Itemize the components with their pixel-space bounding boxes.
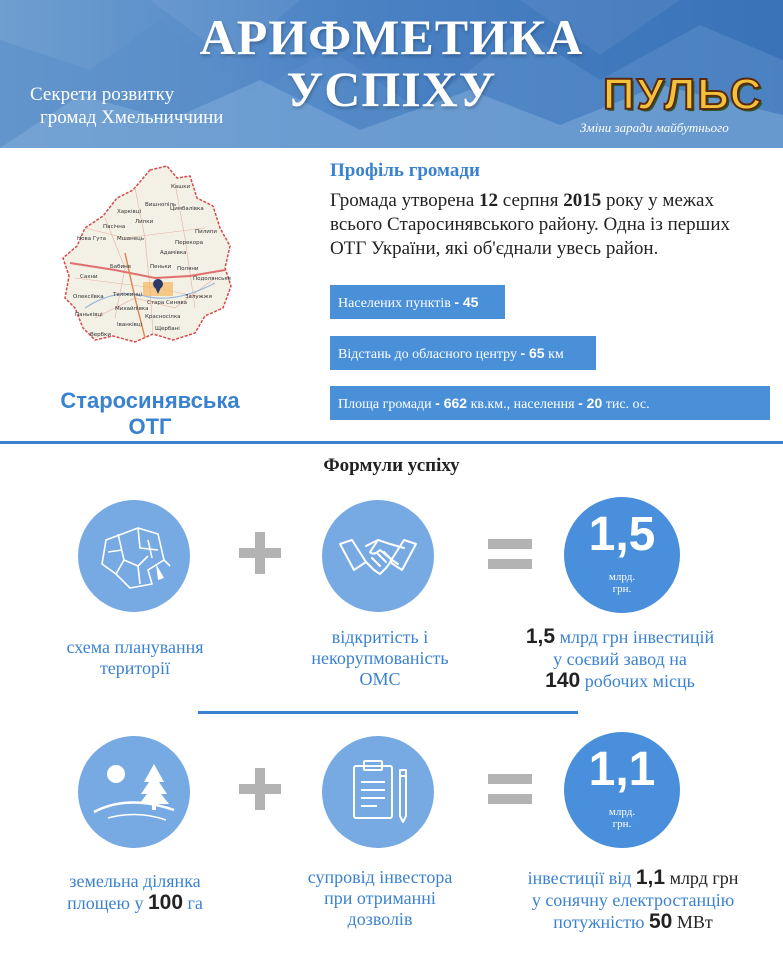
profile-description [330,189,770,261]
territory-plan-circle [78,500,190,612]
map-place-label: Залужжя [185,294,212,300]
land-plot-circle [78,736,190,848]
map-place-label: Цимбалівка [170,206,204,212]
map-place-label: Сахни [80,274,98,280]
map-place-label: Мшанець [117,236,145,242]
header-banner [0,0,783,148]
map-place-label: Теліжинці [113,292,143,298]
caption-result-2 [492,867,774,933]
region-map [55,158,235,348]
map-place-label: Стара Синява [147,300,187,306]
map-place-label: Паньківці [75,312,103,318]
caption-line: у соєвий завод на [553,649,687,669]
map-place-label: Адамівка [160,250,187,256]
logo-text: ПУЛЬС [603,70,764,119]
map-place-label: Пилипи [195,229,217,235]
profile-text-part: серпня [498,190,564,211]
profile-title: Профіль громади [330,160,480,181]
fact-label: Площа громади [338,397,436,412]
otg-name [30,388,270,440]
caption-part: млрд грн [665,868,739,888]
map-place-label: Липки [135,219,154,225]
map-place-label: Михайлівка [115,306,149,312]
fact-distance [330,336,596,370]
caption-line: дозволів [347,909,413,929]
plus-icon [237,766,283,812]
fact-label: Населених пунктів [338,296,455,311]
result-circle-2 [564,732,680,848]
plus-icon [237,530,283,576]
caption-line: ОМС [359,669,401,689]
result-unit-line2: грн. [612,583,632,595]
profile-text-year: 2015 [563,190,602,211]
page-title-line1: АРИФМЕТИКА [199,9,584,65]
handshake-icon [322,500,434,612]
map-place-label: Іванківці [117,322,143,328]
fact-value: - 662 [435,395,468,411]
fact-label: Відстань до обласного центру [338,347,521,362]
map-place-label: Вишнопіль [145,202,177,208]
map-place-label: Кашки [171,184,191,190]
result-number: 1,5 [588,508,656,561]
caption-investor-support [285,867,475,930]
profile-text-day: 12 [479,190,499,211]
otg-name-line2: ОТГ [128,414,172,439]
profile-text-part: Громада утворена [330,190,480,211]
puls-logo [575,70,775,140]
map-place-label: Перекора [175,240,203,246]
fact-suffix: кв.км., населення [467,397,579,412]
caption-line: відкритість і [331,627,429,647]
fact-suffix: тис. ос. [602,397,650,412]
openness-circle [322,500,434,612]
caption-line: у сонячну електростанцію [531,890,735,910]
caption-line: території [99,658,171,678]
caption-line: супровід інвестора [307,867,453,887]
caption-number: 50 [648,910,673,933]
result-unit-line2: грн. [612,818,632,830]
map-place-label: Щербані [155,326,180,332]
fact-settlements [330,285,505,319]
formulas-title: Формули успіху [323,455,460,476]
caption-number: 140 [545,669,581,692]
map-place-label: Олексіївка [73,294,104,300]
caption-number: 100 [148,891,184,914]
clipboard-icon [322,736,434,848]
caption-line: при отриманні [324,888,436,908]
caption-part: робочих місць [580,671,695,691]
profile-text-part: року у межах всього Старосинявського району. Одна із перших ОТГ України, які об'єднали увесь район. [330,190,730,259]
caption-land-plot [40,870,230,914]
fact-value: - 65 [520,345,545,361]
map-place-label: Харківці [117,209,141,215]
equals-icon [486,537,534,571]
page-title-line2: УСПІХУ [286,61,497,117]
landscape-icon [78,736,190,848]
fact-value: - 20 [578,395,603,411]
subtitle-line1: Секрети розвитку [30,84,175,105]
caption-number: 1,5 [525,625,556,648]
fact-area-population [330,386,770,420]
result-number: 1,1 [588,743,656,796]
map-place-label: Подолянське [193,276,232,282]
fact-value: - 45 [454,294,479,310]
investor-support-circle [322,736,434,848]
caption-part: га [183,893,203,913]
caption-number: 1,1 [635,866,666,889]
map-place-label: Вербки [90,332,111,338]
map-place-label: Поляни [177,266,199,272]
subtitle-line2: громад Хмельниччини [40,107,224,128]
logo-slogan: Зміни заради майбутнього [580,120,729,135]
caption-line: схема планування [66,637,204,657]
map-place-label: Нова Гута [77,236,107,242]
otg-name-line1: Старосинявська [60,388,240,413]
caption-line: земельна ділянка [69,871,201,891]
caption-line: некорупмованість [311,648,449,668]
caption-part: площею у [67,893,148,913]
fact-suffix: км [544,347,564,362]
map-place-label: Пасічна [103,224,126,230]
caption-openness [285,627,475,690]
row-divider [198,711,578,714]
caption-result-1 [490,626,750,692]
map-place-label: Пеньки [150,264,172,270]
caption-part: МВт [672,912,713,932]
map-place-label: Красносілка [145,314,181,320]
equals-icon [486,772,534,806]
caption-part: інвестиції від [527,868,636,888]
map-place-label: Бабине [110,264,132,270]
caption-territory-plan [40,637,230,679]
result-circle-1 [564,497,680,613]
caption-part: млрд грн інвестицій [555,627,715,647]
result-unit-line1: млрд. [608,806,636,818]
result-unit-line1: млрд. [608,571,636,583]
section-divider [0,441,783,444]
map-plan-icon [78,500,190,612]
caption-part: потужністю [553,912,649,932]
